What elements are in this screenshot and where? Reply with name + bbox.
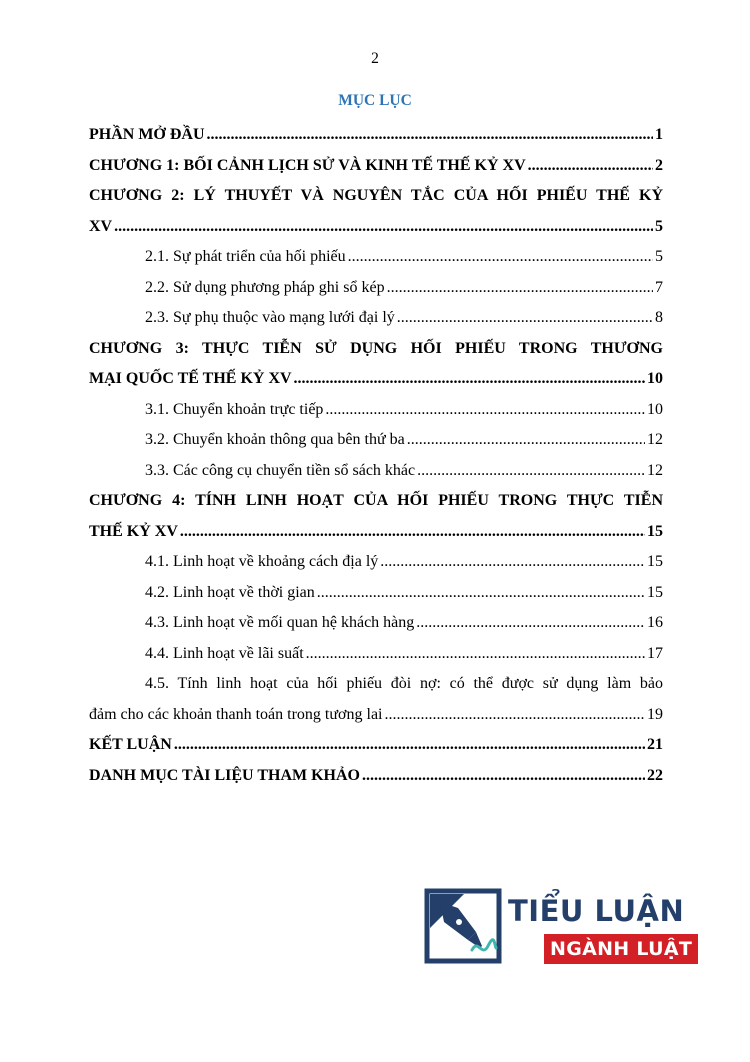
toc-entry-intro[interactable] [89,120,663,151]
page-number: 2 [371,50,379,67]
leader-dots [114,212,653,243]
toc-entry-label: đảm cho các khoản thanh toán trong tương lai [89,705,383,723]
logo-text-bottom: NGÀNH LUẬT [544,934,698,964]
leader-dots [174,730,645,761]
toc-entry-label: 4.1. Linh hoạt về khoảng cách địa lý [145,553,379,570]
toc-entry-3-3[interactable] [89,456,663,487]
leader-dots [416,608,645,639]
toc-entry-3-1[interactable] [89,395,663,426]
leader-dots [348,242,653,273]
leader-dots [385,700,646,731]
leader-dots [407,425,645,456]
toc-entry-label: 2.2. Sử dụng phương pháp ghi sổ kép [145,278,385,296]
toc-title: MỤC LỤC [338,92,412,109]
fountain-pen-nib-icon [424,888,502,964]
toc-entry-conclusion[interactable] [89,730,663,761]
toc-entry-label: THẾ KỶ XV [89,522,178,540]
toc-entry-page: 19 [647,705,663,723]
leader-dots [397,303,653,334]
toc-entry-4-5-line1[interactable]: 4.5. Tính linh hoạt của hối phiếu đòi nợ: có thể được sử dụng làm bảo [145,675,663,692]
toc-entry-chapter-1[interactable] [89,151,663,182]
leader-dots [325,395,645,426]
toc-entry-page: 15 [647,583,663,601]
logo-text-top: TIỂU LUẬN [508,894,685,928]
toc-entry-label: DANH MỤC TÀI LIỆU THAM KHẢO [89,766,360,784]
toc-entry-page: 21 [647,736,663,753]
toc-entry-label: PHẦN MỞ ĐẦU [89,126,205,143]
leader-dots [387,273,653,304]
leader-dots [362,761,645,792]
toc-entry-3-2[interactable] [89,425,663,456]
toc-entry-label: 2.3. Sự phụ thuộc vào mạng lưới đại lý [145,309,395,326]
toc-entry-page: 5 [655,217,663,235]
leader-dots [180,517,645,548]
toc-entry-page: 22 [647,766,663,784]
toc-entry-page: 12 [647,461,663,479]
toc-entry-chapter-2[interactable] [89,212,663,243]
toc-entry-chapter-4-line1[interactable]: CHƯƠNG 4: TÍNH LINH HOẠT CỦA HỐI PHIẾU TRONG THỰC TIỄN [89,492,663,509]
toc-entry-chapter-4[interactable] [89,517,663,548]
toc-entry-label: MẠI QUỐC TẾ THẾ KỶ XV [89,370,292,387]
toc-entry-label: 4.4. Linh hoạt về lãi suất [145,644,304,662]
toc-entry-page: 5 [655,248,663,265]
toc-entry-label: 3.3. Các công cụ chuyển tiền sổ sách khác [145,461,416,479]
toc-entry-page: 7 [655,278,663,296]
toc-entry-page: 12 [647,431,663,448]
toc-entry-references[interactable] [89,761,663,792]
table-of-contents [89,120,663,791]
toc-entry-label: XV [89,217,113,235]
toc-entry-2-1[interactable] [89,242,663,273]
leader-dots [417,456,645,487]
toc-entry-label: KẾT LUẬN [89,736,172,753]
toc-entry-chapter-2-line1[interactable]: CHƯƠNG 2: LÝ THUYẾT VÀ NGUYÊN TẮC CỦA HỐI PHIẾU THẾ KỶ [89,187,663,204]
leader-dots [317,578,645,609]
toc-entry-chapter-3-line1[interactable]: CHƯƠNG 3: THỰC TIỄN SỬ DỤNG HỐI PHIẾU TRONG THƯƠNG [89,339,663,357]
toc-entry-page: 10 [647,370,663,387]
toc-entry-label: 3.2. Chuyển khoản thông qua bên thứ ba [145,431,405,448]
toc-entry-page: 8 [655,309,663,326]
brand-logo [424,888,693,968]
toc-entry-page: 16 [647,614,663,631]
toc-entry-page: 17 [647,644,663,662]
toc-entry-label: 4.3. Linh hoạt về mối quan hệ khách hàng [145,614,415,631]
leader-dots [306,639,645,670]
leader-dots [528,151,653,182]
toc-entry-4-5[interactable] [89,700,663,731]
leader-dots [380,547,645,578]
toc-entry-4-3[interactable] [89,608,663,639]
toc-entry-chapter-3[interactable] [89,364,663,395]
toc-entry-page: 15 [647,522,663,540]
toc-entry-4-4[interactable] [89,639,663,670]
toc-entry-label: CHƯƠNG 1: BỐI CẢNH LỊCH SỬ VÀ KINH TẾ THẾ KỶ XV [89,156,526,174]
leader-dots [294,364,645,395]
toc-entry-page: 15 [647,553,663,570]
toc-entry-label: 4.2. Linh hoạt về thời gian [145,583,315,601]
toc-entry-4-1[interactable] [89,547,663,578]
toc-entry-label: 2.1. Sự phát triển của hối phiếu [145,248,346,265]
toc-entry-label: 3.1. Chuyển khoản trực tiếp [145,400,324,418]
toc-entry-2-3[interactable] [89,303,663,334]
toc-entry-page: 1 [655,126,663,143]
toc-entry-page: 2 [655,156,663,174]
toc-entry-page: 10 [647,400,663,418]
toc-entry-4-2[interactable] [89,578,663,609]
toc-entry-2-2[interactable] [89,273,663,304]
leader-dots [207,120,653,151]
